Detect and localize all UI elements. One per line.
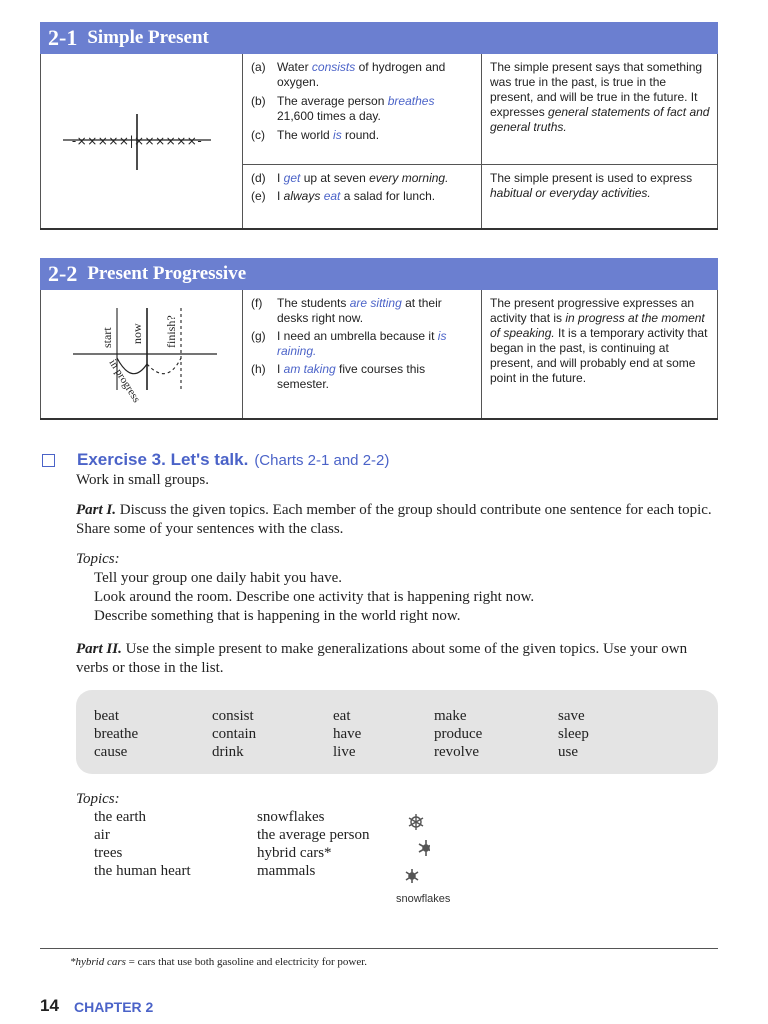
chart-number: 2-1	[48, 25, 78, 50]
example-text: I get up at seven every morning.	[277, 171, 449, 185]
topic-item: mammals	[257, 863, 316, 879]
page-number: 14	[40, 996, 59, 1015]
part2-text: Use the simple present to make generalizations about some of the given topics. Use your own verbs or those in the list.	[76, 641, 688, 676]
finish-label: finish?	[164, 315, 178, 348]
example-label: (d)	[251, 171, 266, 185]
exercise-title: Exercise 3. Let's talk.	[77, 450, 249, 469]
chart-number: 2-2	[48, 261, 78, 286]
example-sentence	[251, 94, 476, 124]
topic-item: snowflakes	[257, 809, 325, 825]
word-list-item: cause	[94, 744, 128, 760]
example-sentence	[251, 60, 476, 90]
example-label: (f)	[251, 296, 263, 310]
word-list-item: consist	[212, 708, 254, 724]
timeline-marks: -×××××|××××××-	[71, 134, 203, 148]
footnote-rule	[40, 948, 718, 949]
example-label: (b)	[251, 94, 266, 108]
example-sentence	[251, 171, 476, 186]
exercise-checkbox[interactable]	[42, 454, 55, 467]
now-label: now	[130, 323, 144, 344]
topic-item: the average person	[257, 827, 370, 843]
topic-item: air	[94, 827, 110, 843]
topic-item: Describe something that is happening in the world right now.	[94, 608, 461, 624]
row-divider	[242, 164, 717, 165]
topics1-label: Topics:	[76, 551, 120, 567]
part1-label: Part I.	[76, 502, 117, 518]
topic-item: Look around the room. Describe one activity that is happening right now.	[94, 589, 535, 605]
chapter-label: CHAPTER 2	[74, 999, 154, 1015]
word-list-item: breathe	[94, 726, 139, 742]
explanation-general-truths: The simple present says that something was true in the past, is true in the present, and will be true in the future. It expresses general statements of fact and general truths.	[490, 60, 710, 134]
topic-item: hybrid cars*	[257, 845, 332, 861]
example-sentence	[251, 189, 476, 204]
explanation-progressive: The present progressive expresses an activity that is in progress at the moment of speaking. It is a temporary activity that began in the past, is continuing at present, and will probably end at some point in the future.	[490, 296, 708, 385]
part2-label: Part II.	[76, 641, 122, 657]
example-label: (c)	[251, 128, 265, 142]
word-list-item: sleep	[558, 726, 589, 742]
example-text: The students are sitting at their desks right now.	[277, 296, 442, 325]
exercise-instruction: Work in small groups.	[76, 472, 209, 488]
word-list-item: use	[558, 744, 578, 760]
footnote-text: = cars that use both gasoline and electricity for power.	[125, 956, 368, 968]
start-label: start	[100, 327, 114, 348]
topic-item: the human heart	[94, 863, 191, 879]
example-text: I need an umbrella because it is raining.	[277, 329, 447, 358]
word-list-item: beat	[94, 708, 119, 724]
topic-item: the earth	[94, 809, 147, 825]
column-divider	[481, 290, 482, 418]
column-divider	[242, 290, 243, 418]
word-list-item: drink	[212, 744, 244, 760]
example-sentence	[251, 362, 476, 392]
example-text: Water consists of hydrogen and oxygen.	[277, 60, 446, 89]
word-list-item: contain	[212, 726, 257, 742]
topics2-column-2	[257, 808, 369, 880]
example-text: The world is round.	[277, 128, 380, 142]
word-list-box	[76, 690, 718, 774]
example-text: I am taking five courses this semester.	[277, 362, 426, 391]
part1-paragraph	[76, 501, 716, 539]
example-sentence	[251, 128, 476, 143]
chart-2-2-body	[40, 290, 718, 418]
word-list-item: make	[434, 708, 467, 724]
exercise-title-row	[42, 450, 389, 470]
chart-2-1	[40, 22, 718, 230]
chart-2-1-header	[40, 22, 718, 54]
part2-paragraph	[76, 640, 716, 678]
topics1-list	[94, 569, 714, 626]
column-divider	[481, 54, 482, 228]
examples-d-e	[251, 171, 476, 207]
present-progressive-diagram	[69, 300, 229, 416]
word-list-item: eat	[333, 708, 351, 724]
example-label: (h)	[251, 362, 266, 376]
footnote-term: *hybrid cars	[70, 956, 126, 968]
word-list-item: have	[333, 726, 362, 742]
simple-present-timeline-diagram	[59, 104, 219, 174]
example-label: (e)	[251, 189, 266, 203]
exercise-chart-ref: (Charts 2-1 and 2-2)	[254, 451, 390, 469]
example-label: (a)	[251, 60, 266, 74]
in-progress-label: in progress	[106, 357, 143, 405]
topics2-label: Topics:	[76, 791, 120, 807]
chart-2-1-body	[40, 54, 718, 228]
word-list-item: live	[333, 744, 356, 760]
column-divider	[242, 54, 243, 228]
example-text: I always eat a salad for lunch.	[277, 189, 436, 203]
part1-text: Discuss the given topics. Each member of the group should contribute one sentence for each topic. Share some of your sentences with the class.	[76, 502, 712, 537]
snowflakes-caption: snowflakes	[396, 893, 451, 905]
example-label: (g)	[251, 329, 266, 343]
example-sentence	[251, 329, 476, 359]
topics2-column-1	[94, 808, 191, 880]
explanation-habitual: The simple present is used to express habitual or everyday activities.	[490, 171, 693, 200]
chart-2-2	[40, 258, 718, 420]
examples-f-h	[251, 296, 476, 395]
example-sentence	[251, 296, 476, 326]
footnote	[70, 956, 367, 968]
chart-title: Simple Present	[87, 27, 209, 48]
snowflake-icon	[406, 869, 418, 883]
examples-a-c	[251, 60, 476, 147]
word-list-item: revolve	[434, 744, 479, 760]
example-text: The average person breathes 21,600 times a day.	[277, 94, 435, 123]
word-list-item: produce	[434, 726, 483, 742]
snowflakes-image	[404, 811, 430, 887]
topic-item: Tell your group one daily habit you have.	[94, 570, 343, 586]
topic-item: trees	[94, 845, 123, 861]
word-list-item: save	[558, 708, 585, 724]
chart-2-2-header	[40, 258, 718, 290]
chart-title: Present Progressive	[87, 263, 247, 284]
snowflake-icon	[409, 814, 423, 830]
snowflake-icon	[419, 840, 430, 856]
